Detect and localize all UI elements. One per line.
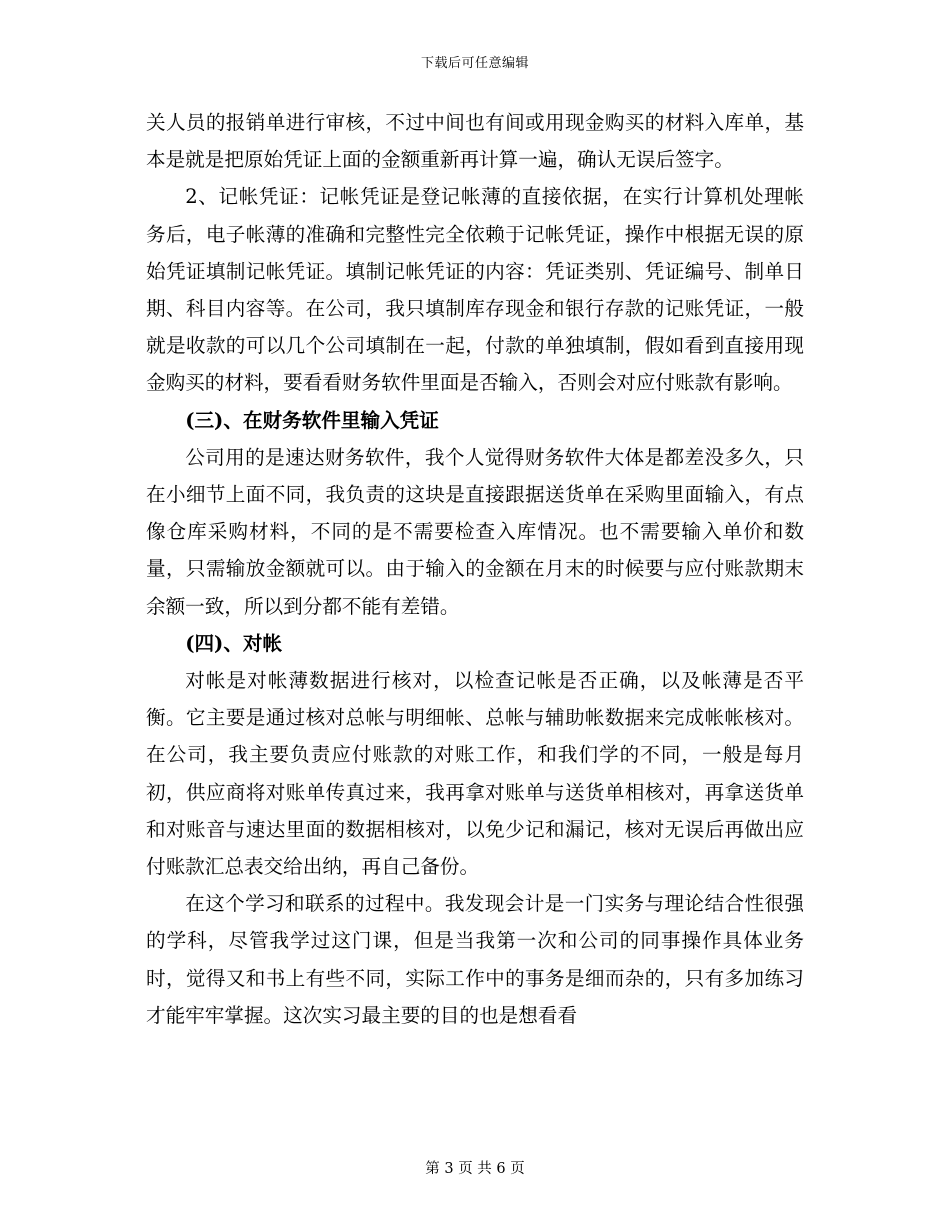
paragraph-learning-reflection: 在这个学习和联系的过程中。我发现会计是一门实务与理论结合性很强的学科，尽管我学过这门课，但是当我第一次和公司的同事操作具体业务时，觉得又和书上有些不同，实际工作中的事务是细而杂的，只有多加练习才能牢牢掌握。这次实习最主要的目的也是想看看 <box>146 892 804 1027</box>
section-heading-software-entry: (三)、在财务软件里输入凭证 <box>185 408 439 432</box>
page-number: 第 3 页 共 6 页 <box>425 1161 525 1177</box>
page-header: 下载后可任意编辑 <box>420 56 529 71</box>
paragraph-software-entry: 公司用的是速达财务软件，我个人觉得财务软件大体是都差没多久，只在小细节上面不同，我负责的这块是直接跟据送货单在采购里面输入，有点像仓库采购材料，不同的是不需要检查入库情况。也不需要输入单价和数量，只需输放金额就可以。由于输入的金额在月末的时候要与应付账款期末余额一致，所以到分都不能有差错。 <box>146 445 804 618</box>
document-body <box>146 104 804 1034</box>
paragraph-bookkeeping-voucher: 2、记帐凭证：记帐凭证是登记帐薄的直接依据，在实行计算机处理帐务后，电子帐薄的准确和完整性完全依赖于记帐凭证，操作中根据无误的原始凭证填制记帐凭证。填制记帐凭证的内容：凭证类别、凭证编号、制单日期、科目内容等。在公司，我只填制库存现金和银行存款的记账凭证，一般就是收款的可以几个公司填制在一起，付款的单独填制，假如看到直接用现金购买的材料，要看看财务软件里面是否输入，否则会对应付账款有影响。 <box>146 185 804 395</box>
section-heading-reconciliation: (四)、对帐 <box>185 631 283 655</box>
paragraph-reconciliation: 对帐是对帐薄数据进行核对，以检查记帐是否正确，以及帐薄是否平衡。它主要是通过核对总帐与明细帐、总帐与辅助帐数据来完成帐帐核对。在公司，我主要负责应付账款的对账工作，和我们学的不同，一般是每月初，供应商将对账单传真过来，我再拿对账单与送货单相核对，再拿送货单和对账音与速达里面的数据相核对，以免少记和漏记，核对无误后再做出应付账款汇总表交给出纳，再自己备份。 <box>146 669 804 879</box>
paragraph-original-voucher-review: 关人员的报销单进行审核，不过中间也有间或用现金购买的材料入库单，基本是就是把原始凭证上面的金额重新再计算一遍，确认无误后签字。 <box>146 111 804 172</box>
